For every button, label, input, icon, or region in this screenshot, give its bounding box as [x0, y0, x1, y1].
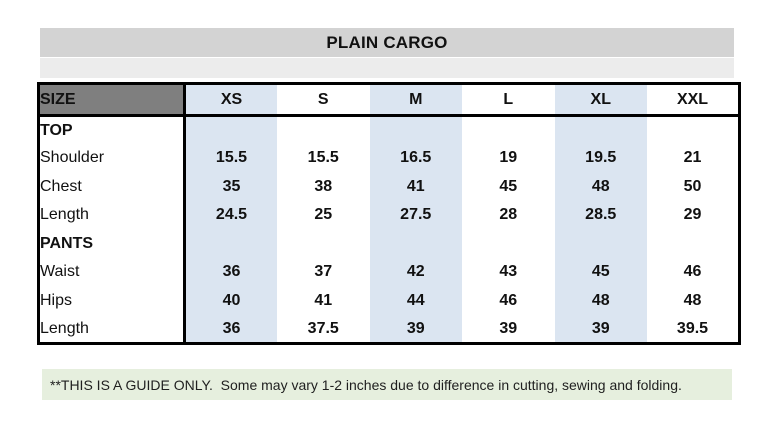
cell-value: 28.5: [555, 201, 648, 230]
table-row-top-length: [39, 201, 740, 230]
cell-value: [647, 116, 740, 145]
table-row-pants-section: [39, 230, 740, 259]
table-row-pants-length: [39, 315, 740, 344]
cell-value: 41: [370, 173, 463, 202]
column-header-m: M: [370, 84, 463, 116]
cell-value: 35: [185, 173, 278, 202]
cell-value: 24.5: [185, 201, 278, 230]
size-header-cell: SIZE: [39, 84, 185, 116]
cell-value: 15.5: [185, 144, 278, 173]
row-label: TOP: [39, 116, 185, 145]
cell-value: 48: [555, 287, 648, 316]
page-title: PLAIN CARGO: [326, 32, 448, 52]
cell-value: 40: [185, 287, 278, 316]
cell-value: 36: [185, 258, 278, 287]
cell-value: [555, 116, 648, 145]
cell-value: 43: [462, 258, 555, 287]
cell-value: [555, 230, 648, 259]
cell-value: 44: [370, 287, 463, 316]
row-label: Length: [39, 315, 185, 344]
cell-value: 29: [647, 201, 740, 230]
cell-value: 48: [647, 287, 740, 316]
column-header-l: L: [462, 84, 555, 116]
row-label: Chest: [39, 173, 185, 202]
cell-value: 46: [462, 287, 555, 316]
row-label: Shoulder: [39, 144, 185, 173]
cell-value: 45: [555, 258, 648, 287]
row-label: PANTS: [39, 230, 185, 259]
cell-value: 36: [185, 315, 278, 344]
footnote-text: **THIS IS A GUIDE ONLY. Some may vary 1-2 inches due to difference in cutting, sewing and folding.: [50, 376, 682, 393]
column-header-xxl: XXL: [647, 84, 740, 116]
cell-value: [462, 230, 555, 259]
cell-value: 39: [555, 315, 648, 344]
cell-value: [370, 230, 463, 259]
cell-value: 27.5: [370, 201, 463, 230]
column-header-xl: XL: [555, 84, 648, 116]
table-row-waist: [39, 258, 740, 287]
row-label: Waist: [39, 258, 185, 287]
table-row-hips: [39, 287, 740, 316]
cell-value: 25: [277, 201, 370, 230]
cell-value: 19: [462, 144, 555, 173]
cell-value: 39: [462, 315, 555, 344]
cell-value: 15.5: [277, 144, 370, 173]
cell-value: 48: [555, 173, 648, 202]
cell-value: [185, 230, 278, 259]
cell-value: 38: [277, 173, 370, 202]
cell-value: 21: [647, 144, 740, 173]
row-label: Hips: [39, 287, 185, 316]
size-chart-table: [37, 82, 741, 345]
cell-value: 37.5: [277, 315, 370, 344]
cell-value: [185, 116, 278, 145]
cell-value: 19.5: [555, 144, 648, 173]
cell-value: 39: [370, 315, 463, 344]
column-header-s: S: [277, 84, 370, 116]
cell-value: [277, 230, 370, 259]
cell-value: 37: [277, 258, 370, 287]
table-header-row: [39, 84, 740, 116]
table-row-chest: [39, 173, 740, 202]
title-sub-strip: [40, 58, 734, 78]
cell-value: 41: [277, 287, 370, 316]
table-row-top-section: [39, 116, 740, 145]
cell-value: 39.5: [647, 315, 740, 344]
table-row-shoulder: [39, 144, 740, 173]
cell-value: 28: [462, 201, 555, 230]
cell-value: 42: [370, 258, 463, 287]
column-header-xs: XS: [185, 84, 278, 116]
cell-value: [462, 116, 555, 145]
title-bar: [40, 28, 734, 57]
cell-value: 45: [462, 173, 555, 202]
cell-value: [647, 230, 740, 259]
cell-value: [370, 116, 463, 145]
footnote-bar: [42, 369, 732, 400]
row-label: Length: [39, 201, 185, 230]
cell-value: 50: [647, 173, 740, 202]
cell-value: 46: [647, 258, 740, 287]
cell-value: 16.5: [370, 144, 463, 173]
cell-value: [277, 116, 370, 145]
